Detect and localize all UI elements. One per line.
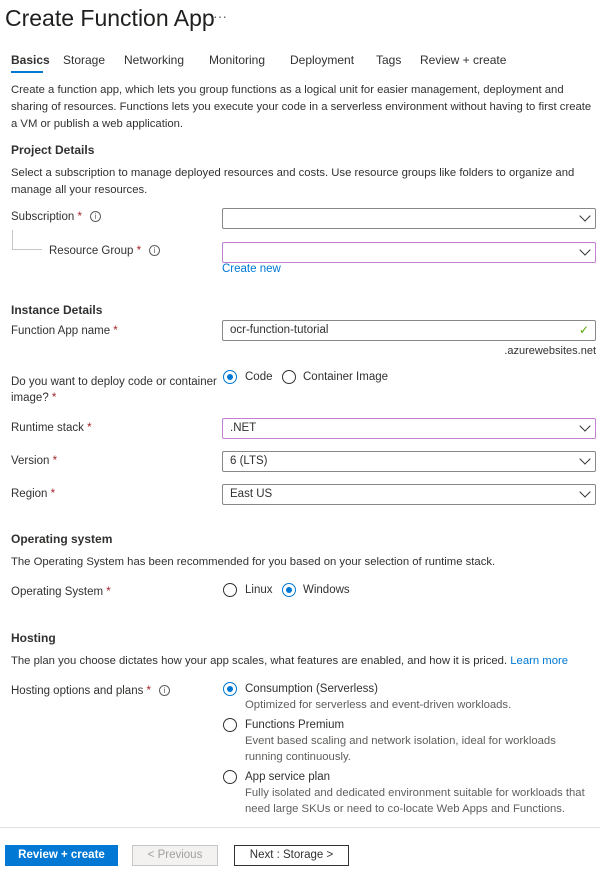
- previous-button[interactable]: < Previous: [132, 845, 218, 866]
- version-label-text: Version: [11, 455, 50, 467]
- resource-group-dropdown[interactable]: [222, 242, 596, 263]
- chevron-down-icon: [579, 244, 590, 255]
- hosting-heading: Hosting: [11, 631, 56, 645]
- instance-details-heading: Instance Details: [11, 303, 103, 317]
- page-title: Create Function App: [5, 5, 215, 31]
- radio-functions-premium[interactable]: [223, 718, 237, 732]
- resource-group-label: [49, 245, 160, 257]
- tab-deployment[interactable]: Deployment: [290, 53, 355, 67]
- required-marker: *: [87, 422, 92, 434]
- required-marker: *: [51, 392, 57, 404]
- required-marker: *: [77, 211, 82, 223]
- checkmark-icon: ✓: [578, 323, 589, 337]
- learn-more-link[interactable]: Learn more: [510, 655, 569, 667]
- consumption-description: Optimized for serverless and event-driven workloads.: [245, 699, 512, 711]
- footer-divider: [0, 827, 600, 828]
- region-value: East US: [230, 488, 273, 500]
- hosting-text: [11, 653, 596, 670]
- chevron-down-icon: [579, 210, 590, 221]
- required-marker: *: [113, 325, 118, 337]
- active-tab-indicator: [11, 71, 43, 73]
- create-new-link[interactable]: Create new: [222, 263, 281, 275]
- operating-system-label: [11, 586, 111, 598]
- operating-system-text: The Operating System has been recommended for you based on your selection of runtime stack.: [11, 556, 496, 568]
- runtime-stack-value: .NET: [230, 422, 257, 434]
- project-details-text: Select a subscription to manage deployed resources and costs. Use resource groups like folders to organize and manage all your resources.: [11, 167, 575, 196]
- chevron-down-icon: [579, 420, 590, 431]
- project-details-heading: Project Details: [11, 143, 95, 157]
- required-marker: *: [52, 455, 58, 467]
- radio-linux-label[interactable]: Linux: [245, 584, 273, 596]
- tab-storage[interactable]: Storage: [63, 53, 106, 67]
- radio-code-label[interactable]: Code: [245, 371, 273, 383]
- operating-system-label-text: Operating System: [11, 586, 104, 598]
- tab-tags[interactable]: Tags: [376, 53, 402, 67]
- radio-linux[interactable]: [223, 583, 237, 597]
- required-marker: *: [50, 488, 56, 500]
- more-options-button[interactable]: ···: [213, 8, 227, 24]
- chevron-down-icon: [579, 486, 590, 497]
- hosting-options-label: [11, 685, 170, 697]
- chevron-down-icon: [579, 453, 590, 464]
- required-marker: *: [146, 685, 152, 697]
- runtime-stack-label-text: Runtime stack: [11, 422, 84, 434]
- region-label: [11, 488, 55, 500]
- radio-app-service-plan-label[interactable]: App service plan: [245, 771, 331, 783]
- domain-suffix: .azurewebsites.net: [504, 345, 596, 357]
- function-app-name-input[interactable]: [222, 320, 596, 341]
- radio-windows-label[interactable]: Windows: [303, 584, 350, 596]
- radio-consumption-label[interactable]: Consumption (Serverless): [245, 683, 378, 695]
- next-storage-button[interactable]: Next : Storage >: [234, 845, 349, 866]
- operating-system-heading: Operating system: [11, 532, 113, 546]
- required-marker: *: [106, 586, 111, 598]
- radio-container-image-label[interactable]: Container Image: [303, 371, 389, 383]
- subscription-dropdown[interactable]: [222, 208, 596, 229]
- runtime-stack-dropdown[interactable]: [222, 418, 596, 439]
- tab-monitoring[interactable]: Monitoring: [209, 53, 266, 67]
- radio-code[interactable]: [223, 370, 237, 384]
- required-marker: *: [136, 245, 142, 257]
- tab-review-create[interactable]: Review + create: [420, 53, 507, 67]
- version-label: [11, 455, 57, 467]
- functions-premium-description: Event based scaling and network isolation, ideal for workloads running continuously.: [245, 735, 556, 763]
- tab-networking[interactable]: Networking: [124, 53, 185, 67]
- version-value: 6 (LTS): [230, 455, 268, 467]
- tree-connector: [12, 230, 42, 250]
- subscription-label: [11, 211, 101, 223]
- intro-text: Create a function app, which lets you group functions as a logical unit for easier management, deployment and sharing of resources. Functions lets you execute your code in a serverless environment without having to first create a VM or publish a web application.: [11, 84, 592, 130]
- region-label-text: Region: [11, 488, 48, 500]
- subscription-label-text: Subscription: [11, 211, 75, 223]
- info-icon[interactable]: i: [149, 245, 160, 256]
- function-app-name-value: ocr-function-tutorial: [230, 324, 329, 336]
- info-icon[interactable]: i: [159, 685, 170, 696]
- review-create-button[interactable]: Review + create: [5, 845, 118, 866]
- version-dropdown[interactable]: [222, 451, 596, 472]
- info-icon[interactable]: i: [90, 211, 101, 222]
- radio-consumption[interactable]: [223, 682, 237, 696]
- radio-app-service-plan[interactable]: [223, 770, 237, 784]
- function-app-name-label: [11, 325, 118, 337]
- deploy-label-text: Do you want to deploy code or container image?: [11, 376, 217, 404]
- function-app-name-label-text: Function App name: [11, 325, 111, 337]
- radio-windows[interactable]: [282, 583, 296, 597]
- radio-container-image[interactable]: [282, 370, 296, 384]
- region-dropdown[interactable]: [222, 484, 596, 505]
- hosting-text-body: The plan you choose dictates how your app scales, what features are enabled, and how it is priced.: [11, 655, 508, 667]
- app-service-plan-description: Fully isolated and dedicated environment suitable for workloads that need large SKUs or need to co-locate Web Apps and Functions.: [245, 787, 585, 815]
- tab-basics[interactable]: Basics: [11, 53, 50, 67]
- radio-functions-premium-label[interactable]: Functions Premium: [245, 719, 345, 731]
- deploy-label: [11, 374, 221, 406]
- hosting-options-label-text: Hosting options and plans: [11, 685, 144, 697]
- resource-group-label-text: Resource Group: [49, 245, 134, 257]
- runtime-stack-label: [11, 422, 92, 434]
